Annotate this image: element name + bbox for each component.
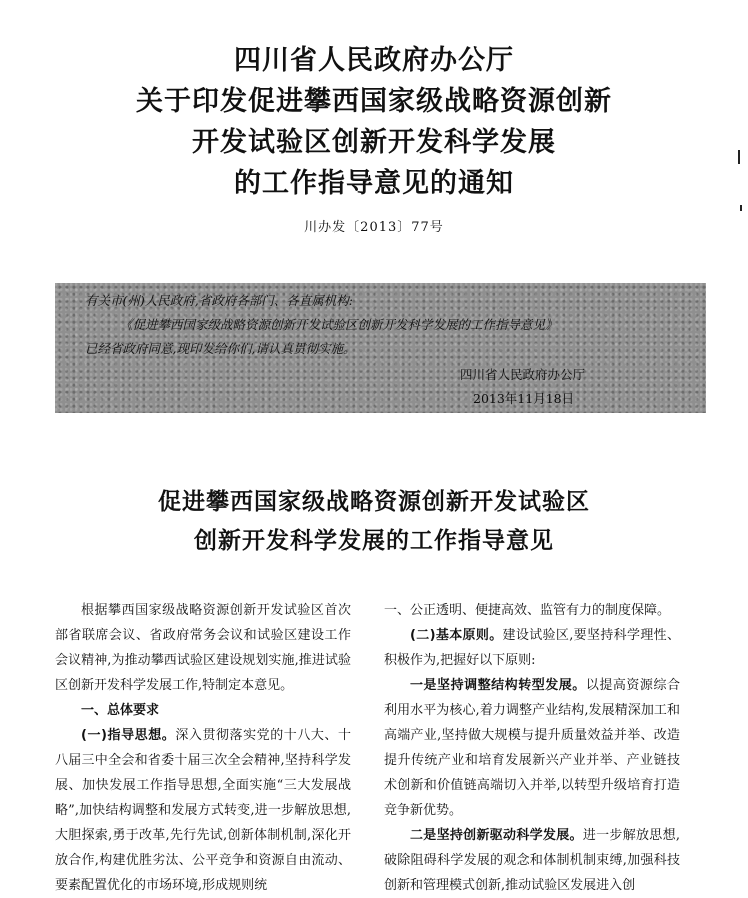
body-left-column — [55, 598, 351, 898]
guiding-thought-heading: (一)指导思想。 — [81, 728, 176, 743]
title-line-2: 关于印发促进攀西国家级战略资源创新 — [136, 86, 612, 117]
notice-date: 2013年11月18日 — [473, 391, 575, 406]
principle-2-heading: 二是坚持创新驱动科学发展。 — [410, 828, 583, 843]
continued-line: 一、公正透明、便捷高效、监管有力的制度保障。 — [384, 603, 671, 618]
basic-principles-text: 建设试验区,要坚持科学理性、积极作为,把握好以下原则: — [384, 628, 680, 668]
main-title-line-2: 创新开发科学发展的工作指导意见 — [194, 527, 554, 554]
principle-1-text: 以提高资源综合利用水平为核心,着力调整产业结构,发展精深加工和高端产业,坚持做大规模与提升质量效益并举、改造提升传统产业和培育发展新兴产业并举、产业链技术创新和价值链高端切入并举,以转型升级培育打造竞争新优势。 — [384, 678, 680, 818]
intro-paragraph: 根据攀西国家级战略资源创新开发试验区首次部省联席会议、省政府常务会议和试验区建设工作会议精神,为推动攀西试验区建设规划实施,推进试验区创新开发科学发展工作,特制定本意见。 — [55, 603, 351, 693]
notice-box — [55, 283, 706, 413]
scan-mark-1 — [738, 150, 740, 164]
basic-principles-paragraph — [384, 623, 680, 673]
title-line-3: 开发试验区创新开发科学发展 — [192, 127, 556, 158]
principle-2-paragraph — [384, 823, 680, 898]
title-line-1: 四川省人民政府办公厅 — [234, 45, 514, 76]
notice-issuer: 四川省人民政府办公厅 — [460, 367, 586, 382]
principle-1-paragraph — [384, 673, 680, 823]
main-title — [0, 482, 748, 560]
principle-1-heading: 一是坚持调整结构转型发展。 — [410, 678, 586, 693]
section-1-heading: 一、总体要求 — [81, 703, 160, 718]
main-title-line-1: 促进攀西国家级战略资源创新开发试验区 — [158, 488, 590, 515]
basic-principles-heading: (二)基本原则。 — [410, 628, 503, 643]
body-right-column — [384, 598, 680, 898]
notice-line-2: 《促进攀西国家级战略资源创新开发试验区创新开发科学发展的工作指导意见》 — [120, 317, 558, 332]
document-number: 川办发〔2013〕77号 — [304, 220, 444, 235]
notice-line-3: 已经省政府同意,现印发给你们,请认真贯彻实施。 — [85, 341, 356, 356]
title-line-4: 的工作指导意见的通知 — [234, 168, 514, 199]
header-title — [0, 40, 748, 204]
guiding-thought-text: 深入贯彻落实党的十八大、十八届三中全会和省委十届三次全会精神,坚持科学发展、加快发展工作指导思想,全面实施“三大发展战略”,加快结构调整和发展方式转变,进一步解放思想,大胆探索,勇于改革,先行先试,创新体制机制,深化开放合作,构建优胜劣汰、公平竞争和资源自由流动、要素配置优化的市场环境,形成规则统 — [55, 728, 351, 893]
scan-mark-2 — [740, 205, 742, 211]
notice-addressee: 有关市(州)人民政府,省政府各部门、各直属机构: — [85, 293, 353, 308]
principle-2-text: 进一步解放思想,破除阻碍科学发展的观念和体制机制束缚,加强科技创新和管理模式创新,推动试验区发展进入创 — [384, 828, 680, 893]
guiding-thought-paragraph — [55, 723, 351, 898]
